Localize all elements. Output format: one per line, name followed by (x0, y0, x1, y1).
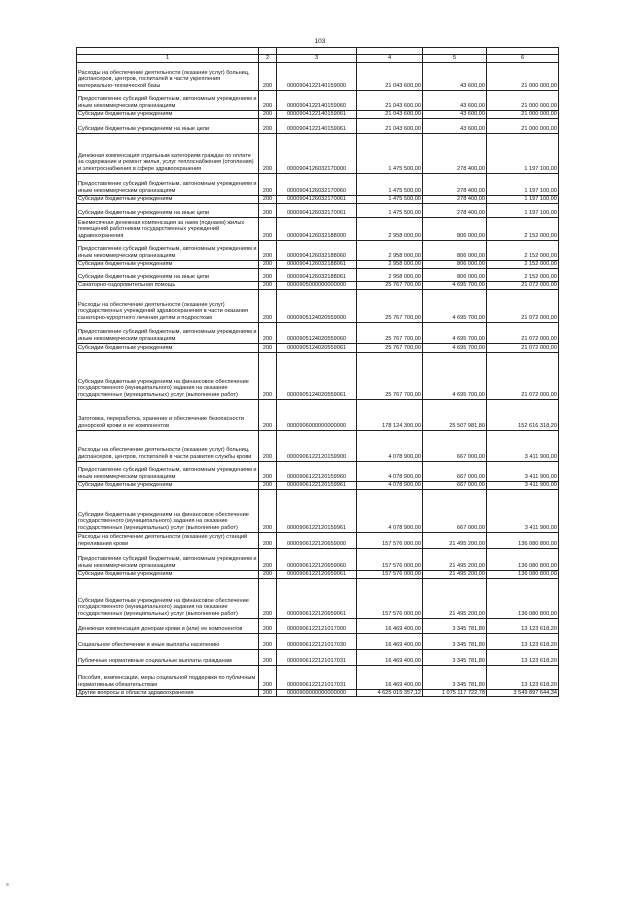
amount-col4: 4 078 900,00 (357, 489, 423, 532)
line-code: 200 (259, 578, 277, 618)
amount-col4: 25 767 700,00 (357, 289, 423, 322)
amount-col6: 3 411 900,00 (487, 430, 559, 461)
amount-col5: 278 400,00 (423, 173, 487, 195)
line-code: 200 (259, 489, 277, 532)
amount-col5: 667 000,00 (423, 481, 487, 489)
budget-code: 0000906122120659060 (277, 548, 357, 570)
amount-col6: 3 411 900,00 (487, 489, 559, 532)
table-row (77, 289, 559, 322)
budget-code: 0000905000000000000 (277, 281, 357, 289)
line-code: 200 (259, 217, 277, 240)
amount-col5: 278 400,00 (423, 203, 487, 217)
amount-col5: 4 695 700,00 (423, 352, 487, 399)
table-row (77, 240, 559, 260)
amount-col5: 4 695 700,00 (423, 281, 487, 289)
amount-col6: 21 072 000,00 (487, 281, 559, 289)
line-code: 200 (259, 665, 277, 689)
budget-code: 0000904122140159061 (277, 110, 357, 118)
budget-table (76, 47, 559, 697)
budget-code: 0000904126032188060 (277, 240, 357, 260)
amount-col4: 2 958 000,00 (357, 268, 423, 281)
table-row (77, 217, 559, 240)
amount-col4: 25 767 700,00 (357, 343, 423, 352)
budget-code: 0000909000000000000 (277, 689, 357, 697)
amount-col5: 3 345 781,80 (423, 649, 487, 665)
page-number: 103 (314, 38, 326, 45)
item-name: Денежная компенсация донорам крови и (или) ее компонентов (77, 618, 259, 633)
amount-col4: 25 767 700,00 (357, 322, 423, 343)
amount-col5: 43 600,00 (423, 118, 487, 133)
table-row (77, 665, 559, 689)
amount-col4: 178 124 300,00 (357, 399, 423, 430)
table-row (77, 481, 559, 489)
budget-code: 0000904122140159000 (277, 62, 357, 90)
budget-code: 0000905124020559061 (277, 352, 357, 399)
amount-col6: 21 072 000,00 (487, 352, 559, 399)
item-name: Субсидии бюджетным учреждениям на финансовое обеспечение государственного (муниципального) задания на оказание государственных (муниципальных) услуг (выполнение работ) (77, 489, 259, 532)
item-name: Расходы на обеспечение деятельности (оказание услуг) больниц, диспансеров, центров, госпиталей в части укрепления материально-технической базы (77, 62, 259, 90)
budget-code: 0000904126032188061 (277, 260, 357, 268)
amount-col5: 3 345 781,80 (423, 633, 487, 649)
amount-col4: 1 475 500,00 (357, 133, 423, 173)
item-name: Расходы на обеспечение деятельности (оказание услуг) государственных учреждений здравоохранения в части оказания санаторно-курортного лечения детям и подросткам (77, 289, 259, 322)
column-number: 5 (423, 55, 487, 63)
budget-code: 0000906000000000000 (277, 399, 357, 430)
amount-col6: 13 123 618,20 (487, 618, 559, 633)
scan-hole-mark (6, 883, 9, 886)
table-row (77, 343, 559, 352)
item-name: Субсидии бюджетным учреждениям на финансовое обеспечение государственного (муниципального) задания на оказание государственных (муниципальных) услуг (выполнение работ) (77, 352, 259, 399)
amount-col6: 2 152 000,00 (487, 217, 559, 240)
table-row (77, 281, 559, 289)
line-code: 200 (259, 90, 277, 110)
line-code: 200 (259, 570, 277, 578)
table-row (77, 430, 559, 461)
amount-col4: 4 625 015 357,12 (357, 689, 423, 697)
table-row (77, 633, 559, 649)
amount-col5: 43 600,00 (423, 90, 487, 110)
amount-col6: 1 197 100,00 (487, 195, 559, 203)
amount-col4: 1 475 500,00 (357, 195, 423, 203)
table-row (77, 689, 559, 697)
line-code: 200 (259, 548, 277, 570)
item-name: Денежная компенсация отдельным категориям граждан по оплате за содержание и ремонт жилья, услуг теплоснабжения (отопления) и электроснабжения в сфере здравоохранения (77, 133, 259, 173)
amount-col6: 21 072 000,00 (487, 322, 559, 343)
table-row (77, 461, 559, 481)
table-row (77, 352, 559, 399)
budget-code: 0000905124020559061 (277, 343, 357, 352)
budget-code: 0000906122120659061 (277, 570, 357, 578)
table-row (77, 268, 559, 281)
amount-col4: 1 475 500,00 (357, 203, 423, 217)
amount-col4: 16 469 400,00 (357, 649, 423, 665)
item-name: Социальное обеспечение и иные выплаты населению (77, 633, 259, 649)
amount-col6: 136 080 800,00 (487, 578, 559, 618)
item-name: Субсидии бюджетным учреждениям (77, 343, 259, 352)
line-code: 200 (259, 618, 277, 633)
budget-code: 0000904126032170061 (277, 195, 357, 203)
amount-col6: 1 197 100,00 (487, 203, 559, 217)
column-number: 6 (487, 55, 559, 63)
line-code: 200 (259, 633, 277, 649)
amount-col6: 2 152 000,00 (487, 268, 559, 281)
amount-col4: 16 469 400,00 (357, 618, 423, 633)
amount-col4: 4 078 900,00 (357, 461, 423, 481)
item-name: Субсидии бюджетным учреждениям (77, 260, 259, 268)
table-row (77, 118, 559, 133)
amount-col4: 16 469 400,00 (357, 633, 423, 649)
column-number: 2 (259, 55, 277, 63)
amount-col5: 806 000,00 (423, 260, 487, 268)
amount-col4: 25 767 700,00 (357, 352, 423, 399)
line-code: 200 (259, 133, 277, 173)
amount-col5: 667 000,00 (423, 489, 487, 532)
amount-col4: 157 576 000,00 (357, 532, 423, 548)
item-name: Расходы на обеспечение деятельности (оказание услуг) больниц, диспансеров, центров, госпиталей в части развития службы крови (77, 430, 259, 461)
budget-code: 0000906122121017031 (277, 665, 357, 689)
item-name: Субсидии бюджетным учреждениям (77, 481, 259, 489)
item-name: Субсидии бюджетным учреждениям (77, 110, 259, 118)
budget-code: 0000906122121017000 (277, 618, 357, 633)
amount-col4: 2 958 000,00 (357, 260, 423, 268)
amount-col6: 136 080 800,00 (487, 570, 559, 578)
amount-col4: 21 043 600,00 (357, 118, 423, 133)
line-code: 200 (259, 110, 277, 118)
item-name: Субсидии бюджетным учреждениям (77, 195, 259, 203)
table-row (77, 578, 559, 618)
amount-col4: 1 475 500,00 (357, 173, 423, 195)
line-code: 200 (259, 62, 277, 90)
amount-col5: 43 600,00 (423, 62, 487, 90)
amount-col6: 21 000 000,00 (487, 118, 559, 133)
amount-col4: 2 958 000,00 (357, 217, 423, 240)
item-name: Субсидии бюджетным учреждениям на иные цели (77, 268, 259, 281)
amount-col6: 2 152 000,00 (487, 240, 559, 260)
table-row (77, 322, 559, 343)
column-number: 4 (357, 55, 423, 63)
amount-col6: 1 197 100,00 (487, 173, 559, 195)
line-code: 200 (259, 195, 277, 203)
item-name: Ежемесячная денежная компенсация за наем (поднаем) жилых помещений работникам государственных учреждений здравоохранения (77, 217, 259, 240)
line-code: 200 (259, 649, 277, 665)
line-code: 200 (259, 430, 277, 461)
amount-col5: 4 695 700,00 (423, 322, 487, 343)
amount-col6: 21 000 000,00 (487, 62, 559, 90)
amount-col4: 157 576 000,00 (357, 570, 423, 578)
line-code: 200 (259, 481, 277, 489)
item-name: Субсидии бюджетным учреждениям на финансовое обеспечение государственного (муниципального) задания на оказание государственных (муниципальных) услуг (выполнение работ) (77, 578, 259, 618)
column-number: 1 (77, 55, 259, 63)
budget-code: 0000905124020559000 (277, 289, 357, 322)
item-name: Субсидии бюджетным учреждениям на иные цели (77, 203, 259, 217)
amount-col4: 4 078 900,00 (357, 481, 423, 489)
amount-col5: 3 345 781,80 (423, 665, 487, 689)
table-row (77, 548, 559, 570)
budget-code: 0000904122140159061 (277, 118, 357, 133)
amount-col5: 1 075 117 722,78 (423, 689, 487, 697)
amount-col4: 157 576 000,00 (357, 578, 423, 618)
column-number: 3 (277, 55, 357, 63)
line-code: 200 (259, 260, 277, 268)
column-number-row (77, 55, 559, 63)
amount-col6: 21 000 000,00 (487, 110, 559, 118)
budget-code: 0000906122121017031 (277, 649, 357, 665)
budget-code: 0000904126032170060 (277, 173, 357, 195)
amount-col4: 25 767 700,00 (357, 281, 423, 289)
amount-col5: 21 495 200,00 (423, 570, 487, 578)
item-name: Предоставление субсидий бюджетным, автономным учреждениям и иным некоммерческим организациям (77, 548, 259, 570)
amount-col5: 25 507 981,80 (423, 399, 487, 430)
header-spacer-row (77, 48, 559, 55)
amount-col5: 21 495 200,00 (423, 532, 487, 548)
budget-code: 0000906122120159900 (277, 430, 357, 461)
item-name: Санаторно-оздоровительная помощь (77, 281, 259, 289)
amount-col5: 278 400,00 (423, 195, 487, 203)
line-code: 200 (259, 268, 277, 281)
item-name: Предоставление субсидий бюджетным, автономным учреждениям и иным некоммерческим организациям (77, 173, 259, 195)
amount-col5: 278 400,00 (423, 133, 487, 173)
item-name: Предоставление субсидий бюджетным, автономным учреждениям и иным некоммерческим организациям (77, 322, 259, 343)
amount-col6: 13 123 618,20 (487, 649, 559, 665)
line-code: 200 (259, 289, 277, 322)
amount-col6: 21 072 000,00 (487, 289, 559, 322)
item-name: Заготовка, переработка, хранение и обеспечение безопасности донорской крови и ее компонентов (77, 399, 259, 430)
amount-col6: 3 549 897 644,34 (487, 689, 559, 697)
line-code: 200 (259, 240, 277, 260)
item-name: Субсидии бюджетным учреждениям (77, 570, 259, 578)
amount-col4: 21 043 600,00 (357, 90, 423, 110)
line-code: 200 (259, 399, 277, 430)
amount-col6: 1 197 100,00 (487, 133, 559, 173)
table-row (77, 110, 559, 118)
amount-col5: 21 495 200,00 (423, 548, 487, 570)
amount-col5: 4 695 700,00 (423, 343, 487, 352)
amount-col5: 43 600,00 (423, 110, 487, 118)
table-row (77, 260, 559, 268)
amount-col6: 152 616 318,20 (487, 399, 559, 430)
line-code: 200 (259, 118, 277, 133)
amount-col6: 21 072 000,00 (487, 343, 559, 352)
amount-col5: 806 000,00 (423, 240, 487, 260)
line-code: 200 (259, 343, 277, 352)
budget-code: 0000906122120659000 (277, 532, 357, 548)
table-row (77, 570, 559, 578)
amount-col4: 2 958 000,00 (357, 240, 423, 260)
amount-col6: 3 411 900,00 (487, 481, 559, 489)
amount-col6: 136 080 800,00 (487, 532, 559, 548)
amount-col4: 21 043 600,00 (357, 110, 423, 118)
table-row (77, 489, 559, 532)
budget-code: 0000906122120659061 (277, 578, 357, 618)
line-code: 200 (259, 281, 277, 289)
budget-code: 0000906122120159961 (277, 481, 357, 489)
item-name: Предоставление субсидий бюджетным, автономным учреждениям и иным некоммерческим организациям (77, 240, 259, 260)
budget-code: 0000905124020559060 (277, 322, 357, 343)
table-row (77, 62, 559, 90)
amount-col5: 3 345 781,80 (423, 618, 487, 633)
line-code: 200 (259, 322, 277, 343)
line-code: 200 (259, 173, 277, 195)
item-name: Субсидии бюджетным учреждениям на иные цели (77, 118, 259, 133)
amount-col5: 806 000,00 (423, 268, 487, 281)
table-row (77, 90, 559, 110)
table-row (77, 203, 559, 217)
table-row (77, 532, 559, 548)
table-row (77, 399, 559, 430)
budget-code: 0000906122120159960 (277, 461, 357, 481)
amount-col5: 4 695 700,00 (423, 289, 487, 322)
amount-col6: 13 123 618,20 (487, 633, 559, 649)
line-code: 200 (259, 352, 277, 399)
amount-col6: 136 080 800,00 (487, 548, 559, 570)
amount-col5: 21 495 200,00 (423, 578, 487, 618)
amount-col4: 16 469 400,00 (357, 665, 423, 689)
budget-code: 0000904126032170061 (277, 203, 357, 217)
amount-col4: 4 078 900,00 (357, 430, 423, 461)
amount-col6: 2 152 000,00 (487, 260, 559, 268)
line-code: 200 (259, 461, 277, 481)
amount-col5: 806 000,00 (423, 217, 487, 240)
table-row (77, 195, 559, 203)
budget-code: 0000906122120159961 (277, 489, 357, 532)
budget-code: 0000904126032188061 (277, 268, 357, 281)
line-code: 200 (259, 532, 277, 548)
budget-code: 0000904122140159060 (277, 90, 357, 110)
line-code: 200 (259, 689, 277, 697)
amount-col6: 13 123 618,20 (487, 665, 559, 689)
amount-col6: 21 000 000,00 (487, 90, 559, 110)
budget-code: 0000906122121017030 (277, 633, 357, 649)
amount-col4: 21 043 600,00 (357, 62, 423, 90)
amount-col5: 667 000,00 (423, 430, 487, 461)
table-row (77, 649, 559, 665)
line-code: 200 (259, 203, 277, 217)
amount-col5: 667 000,00 (423, 461, 487, 481)
amount-col6: 3 411 900,00 (487, 461, 559, 481)
table-row (77, 618, 559, 633)
item-name: Пособия, компенсации, меры социальной поддержки по публичным нормативным обязательствам (77, 665, 259, 689)
budget-code: 0000904126032188000 (277, 217, 357, 240)
item-name: Предоставление субсидий бюджетным, автономным учреждениям и иным некоммерческим организациям (77, 90, 259, 110)
item-name: Другие вопросы в области здравоохранения (77, 689, 259, 697)
item-name: Расходы на обеспечение деятельности (оказание услуг) станций переливания крови (77, 532, 259, 548)
amount-col4: 157 576 000,00 (357, 548, 423, 570)
table-row (77, 133, 559, 173)
budget-code: 0000904126032170000 (277, 133, 357, 173)
item-name: Публичные нормативные социальные выплаты гражданам (77, 649, 259, 665)
item-name: Предоставление субсидий бюджетным, автономным учреждениям и иным некоммерческим организациям (77, 461, 259, 481)
table-row (77, 173, 559, 195)
